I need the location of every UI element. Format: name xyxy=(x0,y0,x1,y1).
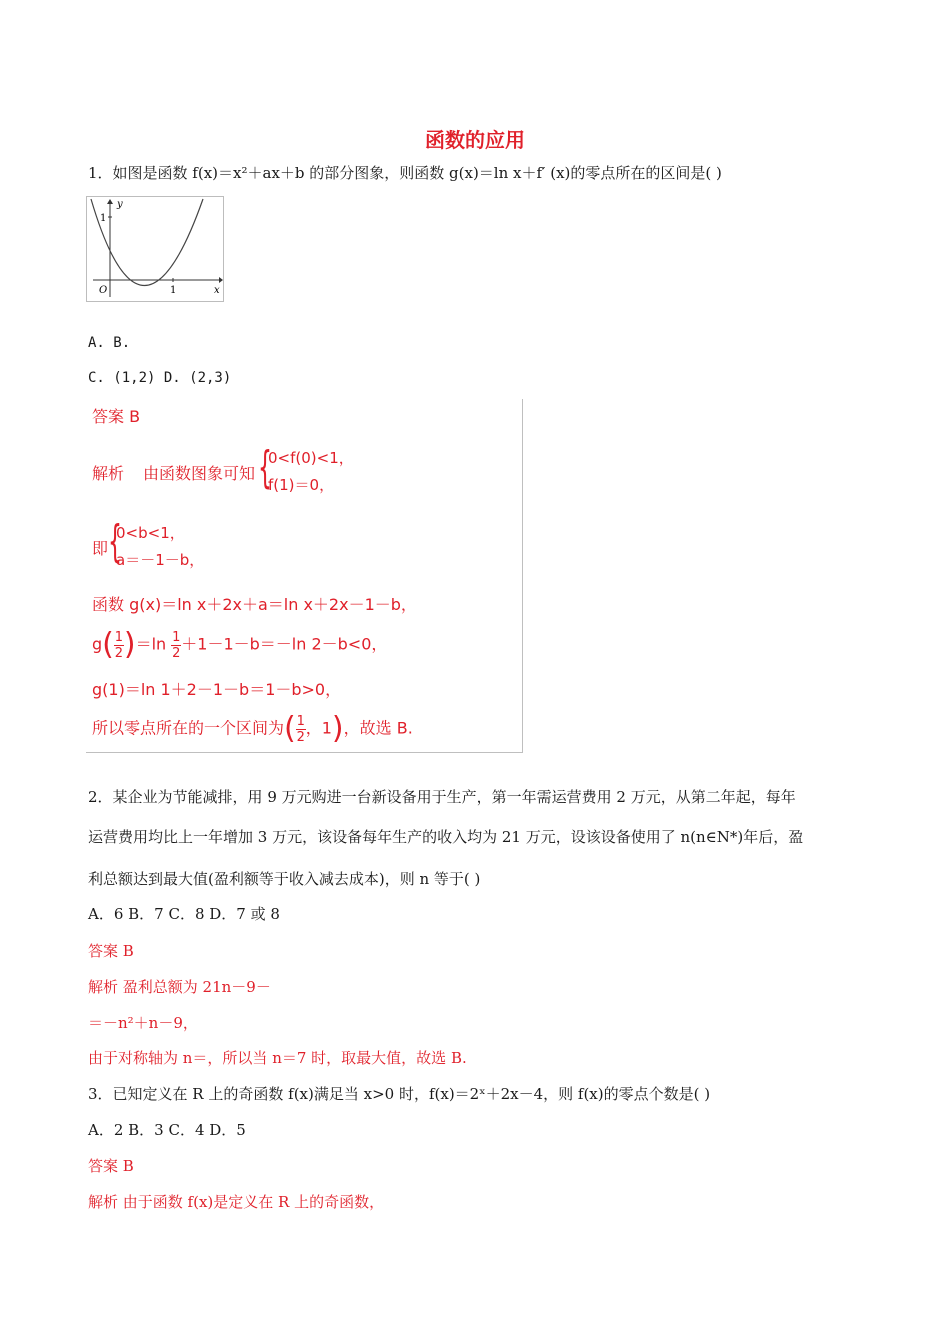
system-brace-1: { xyxy=(258,442,272,493)
q1-parabola-graph xyxy=(86,196,224,302)
parabola-curve xyxy=(91,199,203,286)
system-brace-2: { xyxy=(108,516,122,567)
interval-left-paren: ( xyxy=(284,711,296,746)
g-symbol: g xyxy=(92,634,103,654)
q2-analysis-line1: 解析 盈利总额为 21n－9－ xyxy=(88,978,271,996)
q2-stem-line1: 2．某企业为节能减排，用 9 万元购进一台新设备用于生产，第一年需运营费用 2 万元，从第二年起，每年 xyxy=(88,788,796,806)
interval-denominator: 2 xyxy=(296,729,305,745)
q1-ji: 即 xyxy=(92,539,109,558)
q2-stem-line3: 利总额达到最大值(盈利额等于收入减去成本)，则 n 等于( ) xyxy=(88,870,481,888)
q3-answer: 答案 B xyxy=(88,1157,134,1175)
y-axis-label: y xyxy=(117,199,123,210)
q1-options-ab: A. B. xyxy=(88,335,131,351)
x-tick-label: 1 xyxy=(170,285,177,296)
conclusion-end: ，故选 B. xyxy=(343,718,413,738)
system2-line2: a＝－1－b， xyxy=(116,551,205,569)
q3-stem: 3．已知定义在 R 上的奇函数 f(x)满足当 x>0 时，f(x)＝2ˣ＋2x－4，则 f(x)的零点个数是( ) xyxy=(88,1085,711,1103)
parabola-figure xyxy=(87,197,223,301)
fraction-denominator-2: 2 xyxy=(172,645,181,661)
q3-options: A．2 B．3 C．4 D．5 xyxy=(88,1121,246,1139)
interval-numerator: 1 xyxy=(296,713,305,729)
system1-line2: f(1)＝0， xyxy=(268,476,335,494)
fraction-half-2 xyxy=(171,631,181,660)
interval-upper: ，1 xyxy=(305,718,332,738)
fraction-numerator-2: 1 xyxy=(172,629,181,645)
q1-conclusion-line xyxy=(92,711,413,746)
q2-stem-line2: 运营费用均比上一年增加 3 万元，该设备每年生产的收入均为 21 万元，设该设备使用了 n(n∈N*)年后，盈 xyxy=(88,828,804,846)
q3-analysis: 解析 由于函数 f(x)是定义在 R 上的奇函数， xyxy=(88,1193,385,1211)
q1-analysis-label: 解析 xyxy=(92,464,125,483)
x-axis-label: x xyxy=(214,285,220,296)
q2-options: A．6 B．7 C．8 D．7 或 8 xyxy=(88,905,280,923)
ln-text: ＝ln xyxy=(135,634,167,654)
fraction-numerator: 1 xyxy=(114,629,124,645)
q1-g-definition: 函数 g(x)＝ln x＋2x＋a＝ln x＋2x－1－b， xyxy=(92,595,417,614)
origin-label: O xyxy=(99,285,108,296)
q2-analysis-line3: 由于对称轴为 n＝，所以当 n＝7 时，取最大值，故选 B. xyxy=(88,1049,467,1067)
q1-options-cd: C. (1,2) D. (2,3) xyxy=(88,370,232,386)
right-paren: ) xyxy=(123,627,136,662)
g-half-rest: ＋1－1－b＝－ln 2－b<0， xyxy=(181,634,388,654)
conclusion-text: 所以零点所在的一个区间为 xyxy=(92,718,285,738)
q1-g-half-line xyxy=(92,627,388,662)
x-axis-arrow xyxy=(219,277,223,283)
interval-right-paren: ) xyxy=(331,711,344,746)
system2-line1: 0<b<1， xyxy=(116,524,185,542)
system1-line1: 0<f(0)<1， xyxy=(268,449,354,467)
q1-stem: 1．如图是函数 f(x)＝x²＋ax＋b 的部分图象，则函数 g(x)＝ln x＋f′ (x)的零点所在的区间是( ) xyxy=(88,164,722,182)
y-tick-label: 1 xyxy=(100,213,107,224)
page-title: 函数的应用 xyxy=(425,128,525,152)
fraction-denominator: 2 xyxy=(114,645,124,661)
q2-answer: 答案 B xyxy=(88,942,134,960)
fraction-half xyxy=(114,631,124,660)
left-paren: ( xyxy=(102,627,114,662)
q1-answer: 答案 B xyxy=(92,407,141,426)
q2-analysis-line2: ＝－n²＋n－9， xyxy=(88,1014,198,1032)
q1-analysis-intro: 由函数图象可知 xyxy=(143,464,256,483)
interval-fraction xyxy=(296,715,306,744)
q1-g-one-line: g(1)＝ln 1＋2－1－b＝1－b>0， xyxy=(92,680,342,699)
y-axis-arrow xyxy=(107,199,113,204)
